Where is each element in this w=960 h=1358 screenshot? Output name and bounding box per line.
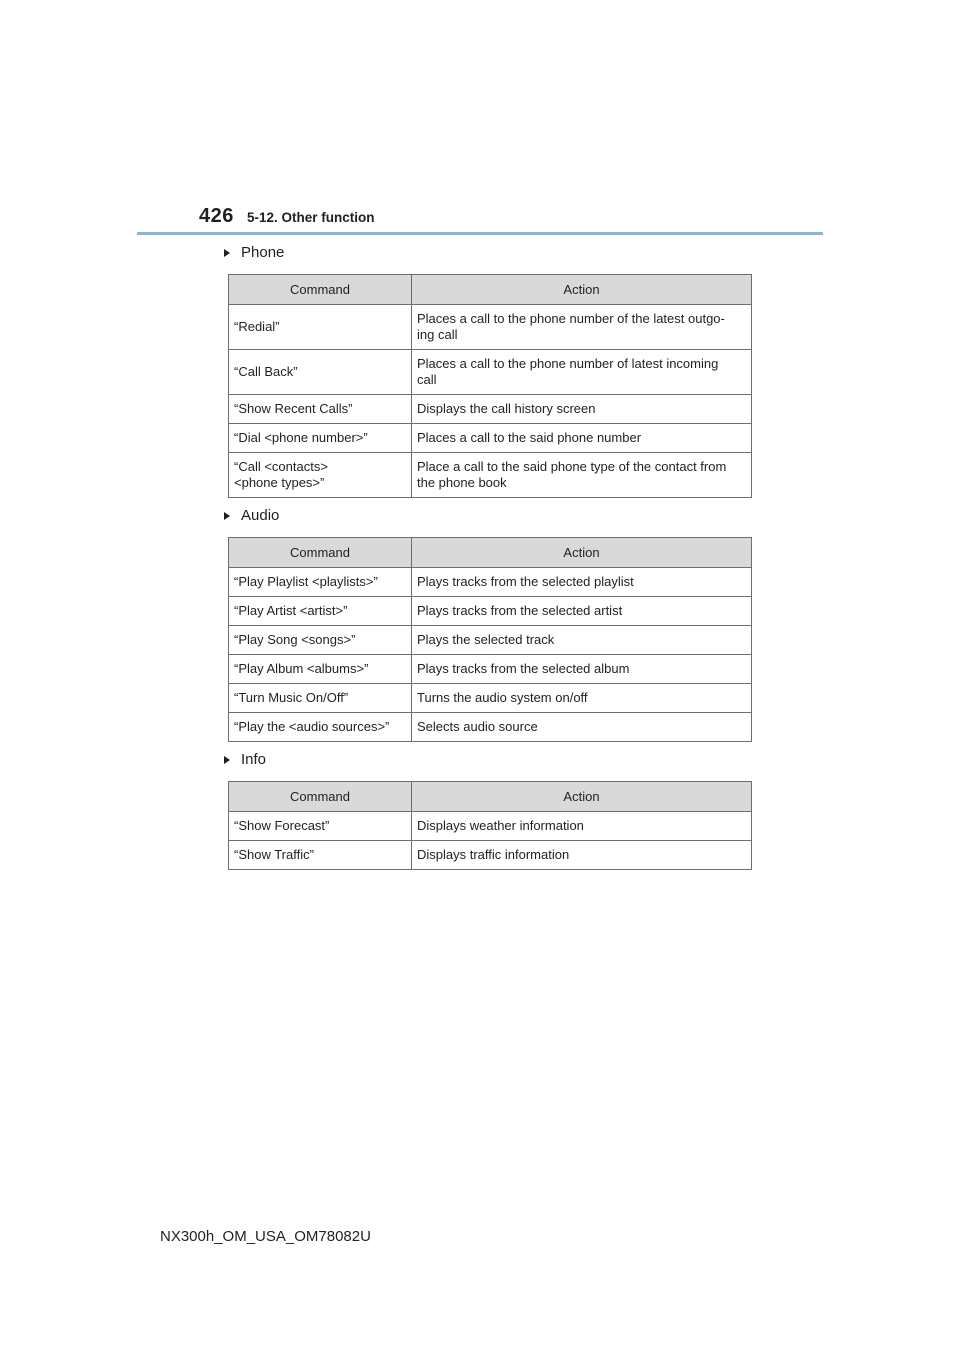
table-row [229, 305, 752, 350]
command-cell: “Redial” [229, 305, 412, 350]
action-cell: Displays weather information [412, 812, 752, 841]
column-header-action: Action [412, 275, 752, 305]
table-row [229, 841, 752, 870]
column-header-command: Command [229, 275, 412, 305]
table-row [229, 597, 752, 626]
page-header [0, 0, 960, 240]
action-cell: Selects audio source [412, 713, 752, 742]
action-cell: Plays tracks from the selected artist [412, 597, 752, 626]
command-cell: “Show Forecast” [229, 812, 412, 841]
command-cell: “Play Artist <artist>” [229, 597, 412, 626]
table-header-row [229, 782, 752, 812]
command-cell: “Play Album <albums>” [229, 655, 412, 684]
action-cell: Places a call to the phone number of latest incoming call [412, 350, 752, 395]
table-row [229, 812, 752, 841]
table-row [229, 350, 752, 395]
table-row [229, 626, 752, 655]
info-command-table [228, 781, 752, 870]
command-cell: “Call Back” [229, 350, 412, 395]
table-row [229, 395, 752, 424]
action-cell: Places a call to the said phone number [412, 424, 752, 453]
command-cell: “Play the <audio sources>” [229, 713, 412, 742]
info-heading [224, 751, 266, 768]
column-header-command: Command [229, 782, 412, 812]
action-cell: Plays tracks from the selected album [412, 655, 752, 684]
table-row [229, 684, 752, 713]
table-row [229, 655, 752, 684]
phone-heading [224, 244, 284, 261]
section-title: 5-12. Other function [247, 210, 375, 225]
action-cell: Turns the audio system on/off [412, 684, 752, 713]
column-header-action: Action [412, 782, 752, 812]
command-cell: “Show Recent Calls” [229, 395, 412, 424]
command-cell: “Play Song <songs>” [229, 626, 412, 655]
table-row [229, 713, 752, 742]
command-cell: “Call <contacts> <phone types>” [229, 453, 412, 498]
page-number: 426 [199, 205, 234, 227]
command-cell: “Show Traffic” [229, 841, 412, 870]
action-cell: Places a call to the phone number of the latest outgo- ing call [412, 305, 752, 350]
action-cell: Displays traffic information [412, 841, 752, 870]
triangle-bullet-icon [224, 249, 230, 257]
action-cell: Displays the call history screen [412, 395, 752, 424]
action-cell: Place a call to the said phone type of the contact from the phone book [412, 453, 752, 498]
command-cell: “Dial <phone number>” [229, 424, 412, 453]
triangle-bullet-icon [224, 756, 230, 764]
table-row [229, 453, 752, 498]
command-cell: “Play Playlist <playlists>” [229, 568, 412, 597]
audio-heading [224, 507, 279, 524]
table-row [229, 568, 752, 597]
column-header-command: Command [229, 538, 412, 568]
action-cell: Plays tracks from the selected playlist [412, 568, 752, 597]
document-id: NX300h_OM_USA_OM78082U [160, 1228, 371, 1245]
phone-heading-label: Phone [241, 244, 285, 261]
action-cell: Plays the selected track [412, 626, 752, 655]
info-heading-label: Info [241, 751, 267, 768]
triangle-bullet-icon [224, 512, 230, 520]
audio-command-table [228, 537, 752, 742]
table-header-row [229, 275, 752, 305]
audio-heading-label: Audio [241, 507, 280, 524]
phone-command-table [228, 274, 752, 498]
table-row [229, 424, 752, 453]
table-header-row [229, 538, 752, 568]
column-header-action: Action [412, 538, 752, 568]
header-divider [137, 232, 823, 235]
command-cell: “Turn Music On/Off” [229, 684, 412, 713]
